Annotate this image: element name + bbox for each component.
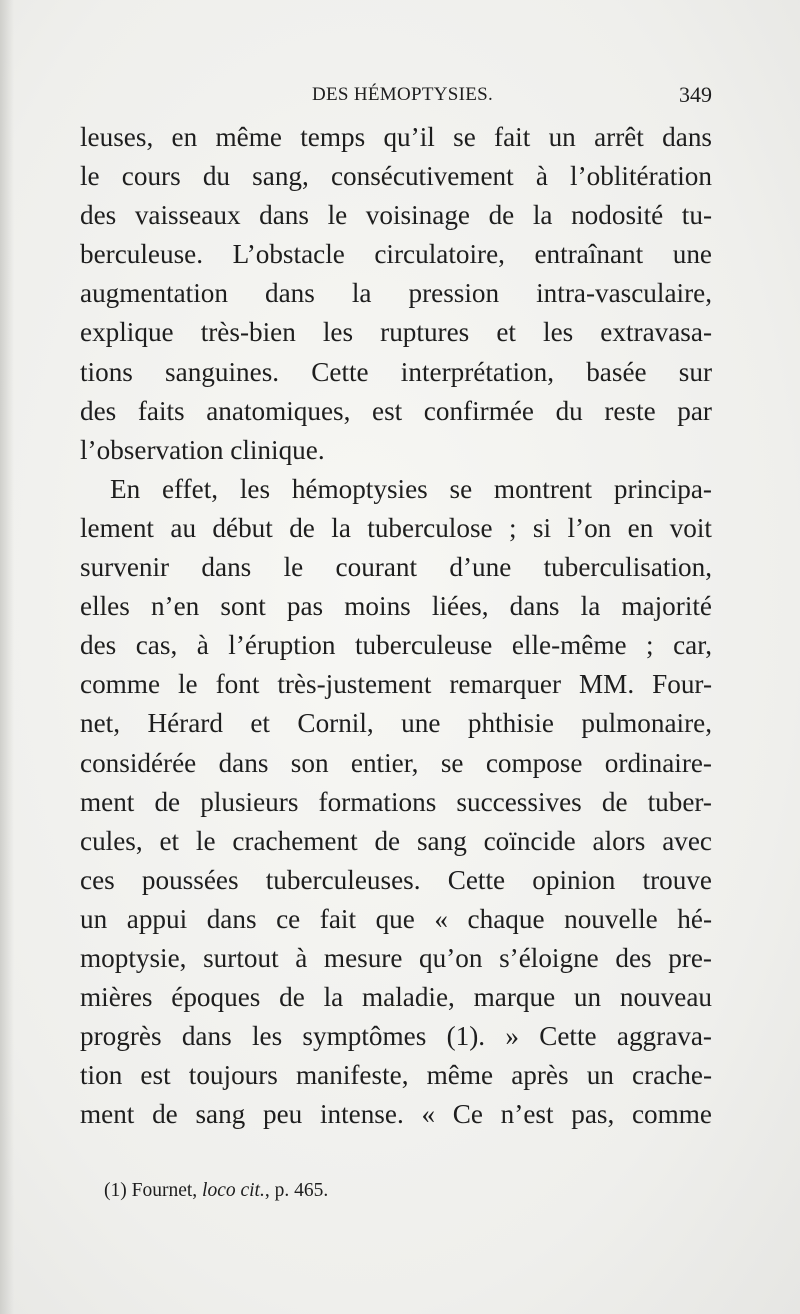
footnote bbox=[104, 1180, 328, 1202]
text-line: mières époques de la maladie, marque un nouveau bbox=[80, 982, 712, 1013]
text-line: ces poussées tuberculeuses. Cette opinion trouve bbox=[80, 864, 712, 895]
text-line: survenir dans le courant d’une tuberculisation, bbox=[80, 552, 712, 583]
text-line: En effet, les hémoptysies se montrent principa- bbox=[110, 473, 712, 504]
text-line: tions sanguines. Cette interprétation, basée sur bbox=[80, 356, 712, 387]
text-line: berculeuse. L’obstacle circulatoire, entraînant une bbox=[80, 239, 712, 270]
text-line: moptysie, surtout à mesure qu’on s’éloigne des pre- bbox=[80, 942, 712, 973]
page-gutter-shadow bbox=[0, 0, 14, 1314]
footnote-rest: , p. 465. bbox=[264, 1180, 329, 1201]
text-line: explique très-bien les ruptures et les extravasa- bbox=[80, 317, 712, 348]
text-line: le cours du sang, consécutivement à l’oblitération bbox=[80, 161, 712, 192]
footnote-italic: loco cit. bbox=[202, 1180, 265, 1201]
footnote-marker: (1) Fournet, bbox=[104, 1180, 203, 1201]
text-line: net, Hérard et Cornil, une phthisie pulmonaire, bbox=[80, 708, 712, 739]
text-line: comme le font très-justement remarquer MM. Four- bbox=[80, 669, 712, 700]
text-line: cules, et le crachement de sang coïncide alors avec bbox=[80, 825, 712, 856]
text-line: progrès dans les symptômes (1). » Cette aggrava- bbox=[80, 1021, 712, 1052]
text-line: considérée dans son entier, se compose ordinaire- bbox=[80, 747, 712, 778]
page-number: 349 bbox=[679, 82, 712, 107]
text-line: un appui dans ce fait que « chaque nouvelle hé- bbox=[80, 903, 712, 934]
text-line: tion est toujours manifeste, même après un crache- bbox=[80, 1060, 712, 1091]
text-line: des cas, à l’éruption tuberculeuse elle-même ; car, bbox=[80, 630, 712, 661]
page-header bbox=[80, 82, 712, 112]
text-line: des faits anatomiques, est confirmée du reste par bbox=[80, 395, 712, 426]
text-line: leuses, en même temps qu’il se fait un arrêt dans bbox=[80, 122, 712, 152]
body-text bbox=[80, 118, 712, 1134]
text-line: des vaisseaux dans le voisinage de la nodosité tu- bbox=[80, 200, 712, 231]
text-line: ment de sang peu intense. « Ce n’est pas, comme bbox=[80, 1099, 712, 1130]
text-line: l’observation clinique. bbox=[80, 434, 325, 465]
running-head: DES HÉMOPTYSIES. bbox=[312, 84, 494, 105]
text-line: elles n’en sont pas moins liées, dans la majorité bbox=[80, 591, 712, 622]
text-line: augmentation dans la pression intra-vasculaire, bbox=[80, 278, 712, 309]
text-line: ment de plusieurs formations successives de tuber- bbox=[80, 786, 712, 817]
text-line: lement au début de la tuberculose ; si l’on en voit bbox=[80, 512, 712, 543]
